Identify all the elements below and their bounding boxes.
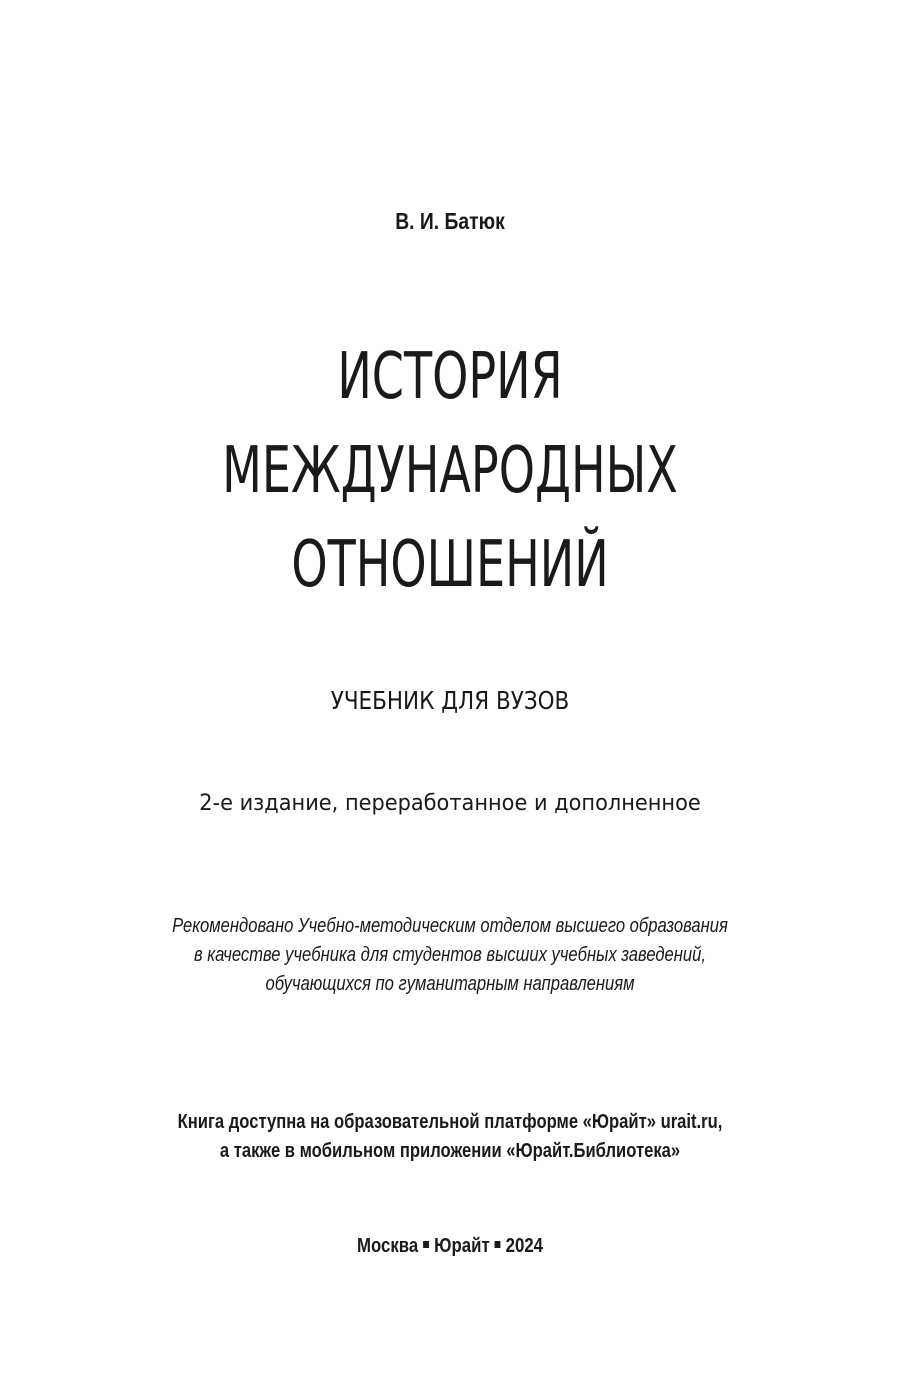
recommendation-note	[0, 912, 900, 999]
recommendation-line: Рекомендовано Учебно-методическим отделом высшего образования	[172, 915, 728, 937]
imprint-city: Москва	[356, 1235, 419, 1257]
square-separator-icon	[495, 1241, 501, 1248]
book-title-line: ОТНОШЕНИЙ	[291, 528, 609, 602]
imprint-year: 2024	[505, 1235, 544, 1257]
book-subtitle: УЧЕБНИК ДЛЯ ВУЗОВ	[330, 686, 570, 715]
recommendation-line: в качестве учебника для студентов высших учебных заведений,	[193, 944, 706, 966]
book-title	[0, 330, 900, 612]
edition-note: 2-е издание, переработанное и дополненное	[199, 791, 701, 816]
square-separator-icon	[423, 1241, 429, 1248]
book-title-line: МЕЖДУНАРОДНЫХ	[222, 434, 678, 508]
author-name: В. И. Батюк	[395, 208, 505, 234]
imprint-publisher: Юрайт	[434, 1235, 490, 1257]
book-title-line: ИСТОРИЯ	[337, 340, 563, 414]
platform-line: Книга доступна на образовательной платформе «Юрайт» urait.ru,	[177, 1111, 723, 1133]
platform-note	[0, 1108, 900, 1166]
platform-line: а также в мобильном приложении «Юрайт.Библиотека»	[219, 1140, 681, 1162]
imprint-line	[72, 1232, 828, 1261]
recommendation-line: обучающихся по гуманитарным направлениям	[265, 973, 635, 995]
